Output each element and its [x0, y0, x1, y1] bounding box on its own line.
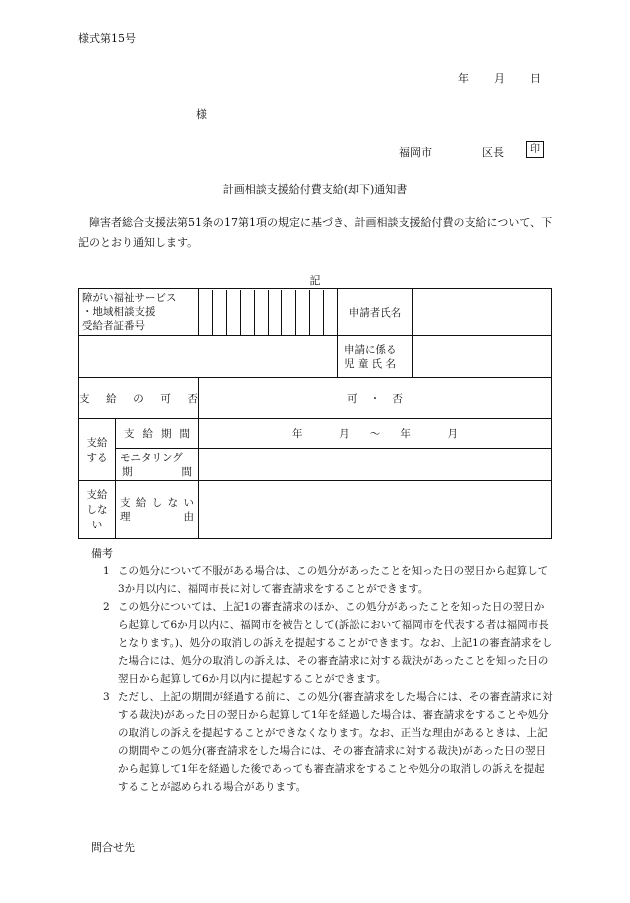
period-value[interactable]: 年 月 ～ 年 月 — [199, 419, 552, 449]
ki-heading: 記 — [309, 274, 321, 287]
reason-label: 支給しない 理 由 — [116, 481, 199, 539]
issuer-city: 福岡市 — [399, 146, 432, 159]
approval-label: 支 給 の 可 否 — [79, 378, 199, 419]
deny-label: 支給 しな い — [79, 481, 116, 539]
applicant-name-label: 申請者氏名 — [338, 289, 413, 336]
body-text — [78, 213, 558, 253]
period-label: 支 給 期 間 — [116, 419, 199, 449]
applicant-name-value[interactable] — [413, 289, 552, 336]
recipient-number-label: 障がい福祉サービス ・地域相談支援 受給者証番号 — [79, 289, 199, 336]
monitoring-value[interactable] — [199, 449, 552, 481]
monitoring-label: モニタリング 期 間 — [116, 449, 199, 481]
reason-value[interactable] — [199, 481, 552, 539]
blank-area — [79, 336, 338, 378]
date-day: 日 — [530, 72, 541, 85]
grant-label: 支給 する — [79, 419, 116, 481]
recipient-number-cells[interactable] — [199, 289, 338, 336]
remark-item: 3 ただし、上記の期間が経過する前に、この処分(審査請求をした場合には、その審査請求に対する裁決)があった日の翌日から起算して1年を経過した場合は、審査請求をすることや処分の取消しの訴えを提起することができなくなります。なお、正当な理由があるときは、上記の期間やこの処分(審査請求をした場合には、その審査請求に対する裁決)があった日の翌日から起算して1年を経過した後であっても審査請求をすることや処分の取消しの訴えを提起することが認められる場合があります。 — [103, 691, 553, 793]
child-name-label: 申請に係る 児 童 氏 名 — [338, 336, 413, 378]
contact-label: 問合せ先 — [91, 841, 135, 854]
remark-item: 1 この処分について不服がある場合は、この処分があったことを知った日の翌日から起算して3か月以内に、福岡市長に対して審査請求をすることができます。 — [103, 565, 549, 595]
application-table — [78, 288, 552, 539]
remarks-list — [78, 562, 554, 796]
child-name-value[interactable] — [413, 336, 552, 378]
body-paragraph: 障害者総合支援法第51条の17第1項の規定に基づき、計画相談支援給付費の支給について、下記のとおり通知します。 — [78, 216, 553, 249]
form-number: 様式第15号 — [78, 32, 136, 45]
date-year: 年 — [458, 72, 469, 85]
seal-mark: 印 — [526, 141, 544, 158]
date-month: 月 — [494, 72, 505, 85]
remarks-heading: 備考 — [91, 547, 113, 560]
approval-value[interactable]: 可 ・ 否 — [199, 378, 552, 419]
document-title: 計画相談支援給付費支給(却下)通知書 — [222, 183, 408, 196]
issuer-title: 区長 — [482, 146, 504, 159]
addressee-suffix: 様 — [196, 108, 207, 121]
remark-item: 2 この処分については、上記1の審査請求のほか、この処分があったことを知った日の翌日から起算して6か月以内に、福岡市を被告として(訴訟において福岡市を代表する者は福岡市長となります。)、処分の取消しの訴えを提起することができます。なお、上記1の審査請求をした場合には、処分の取消しの訴えは、その審査請求に対する裁決があったことを知った日の翌日から起算して6か月以内に提起することができます。 — [103, 601, 553, 685]
